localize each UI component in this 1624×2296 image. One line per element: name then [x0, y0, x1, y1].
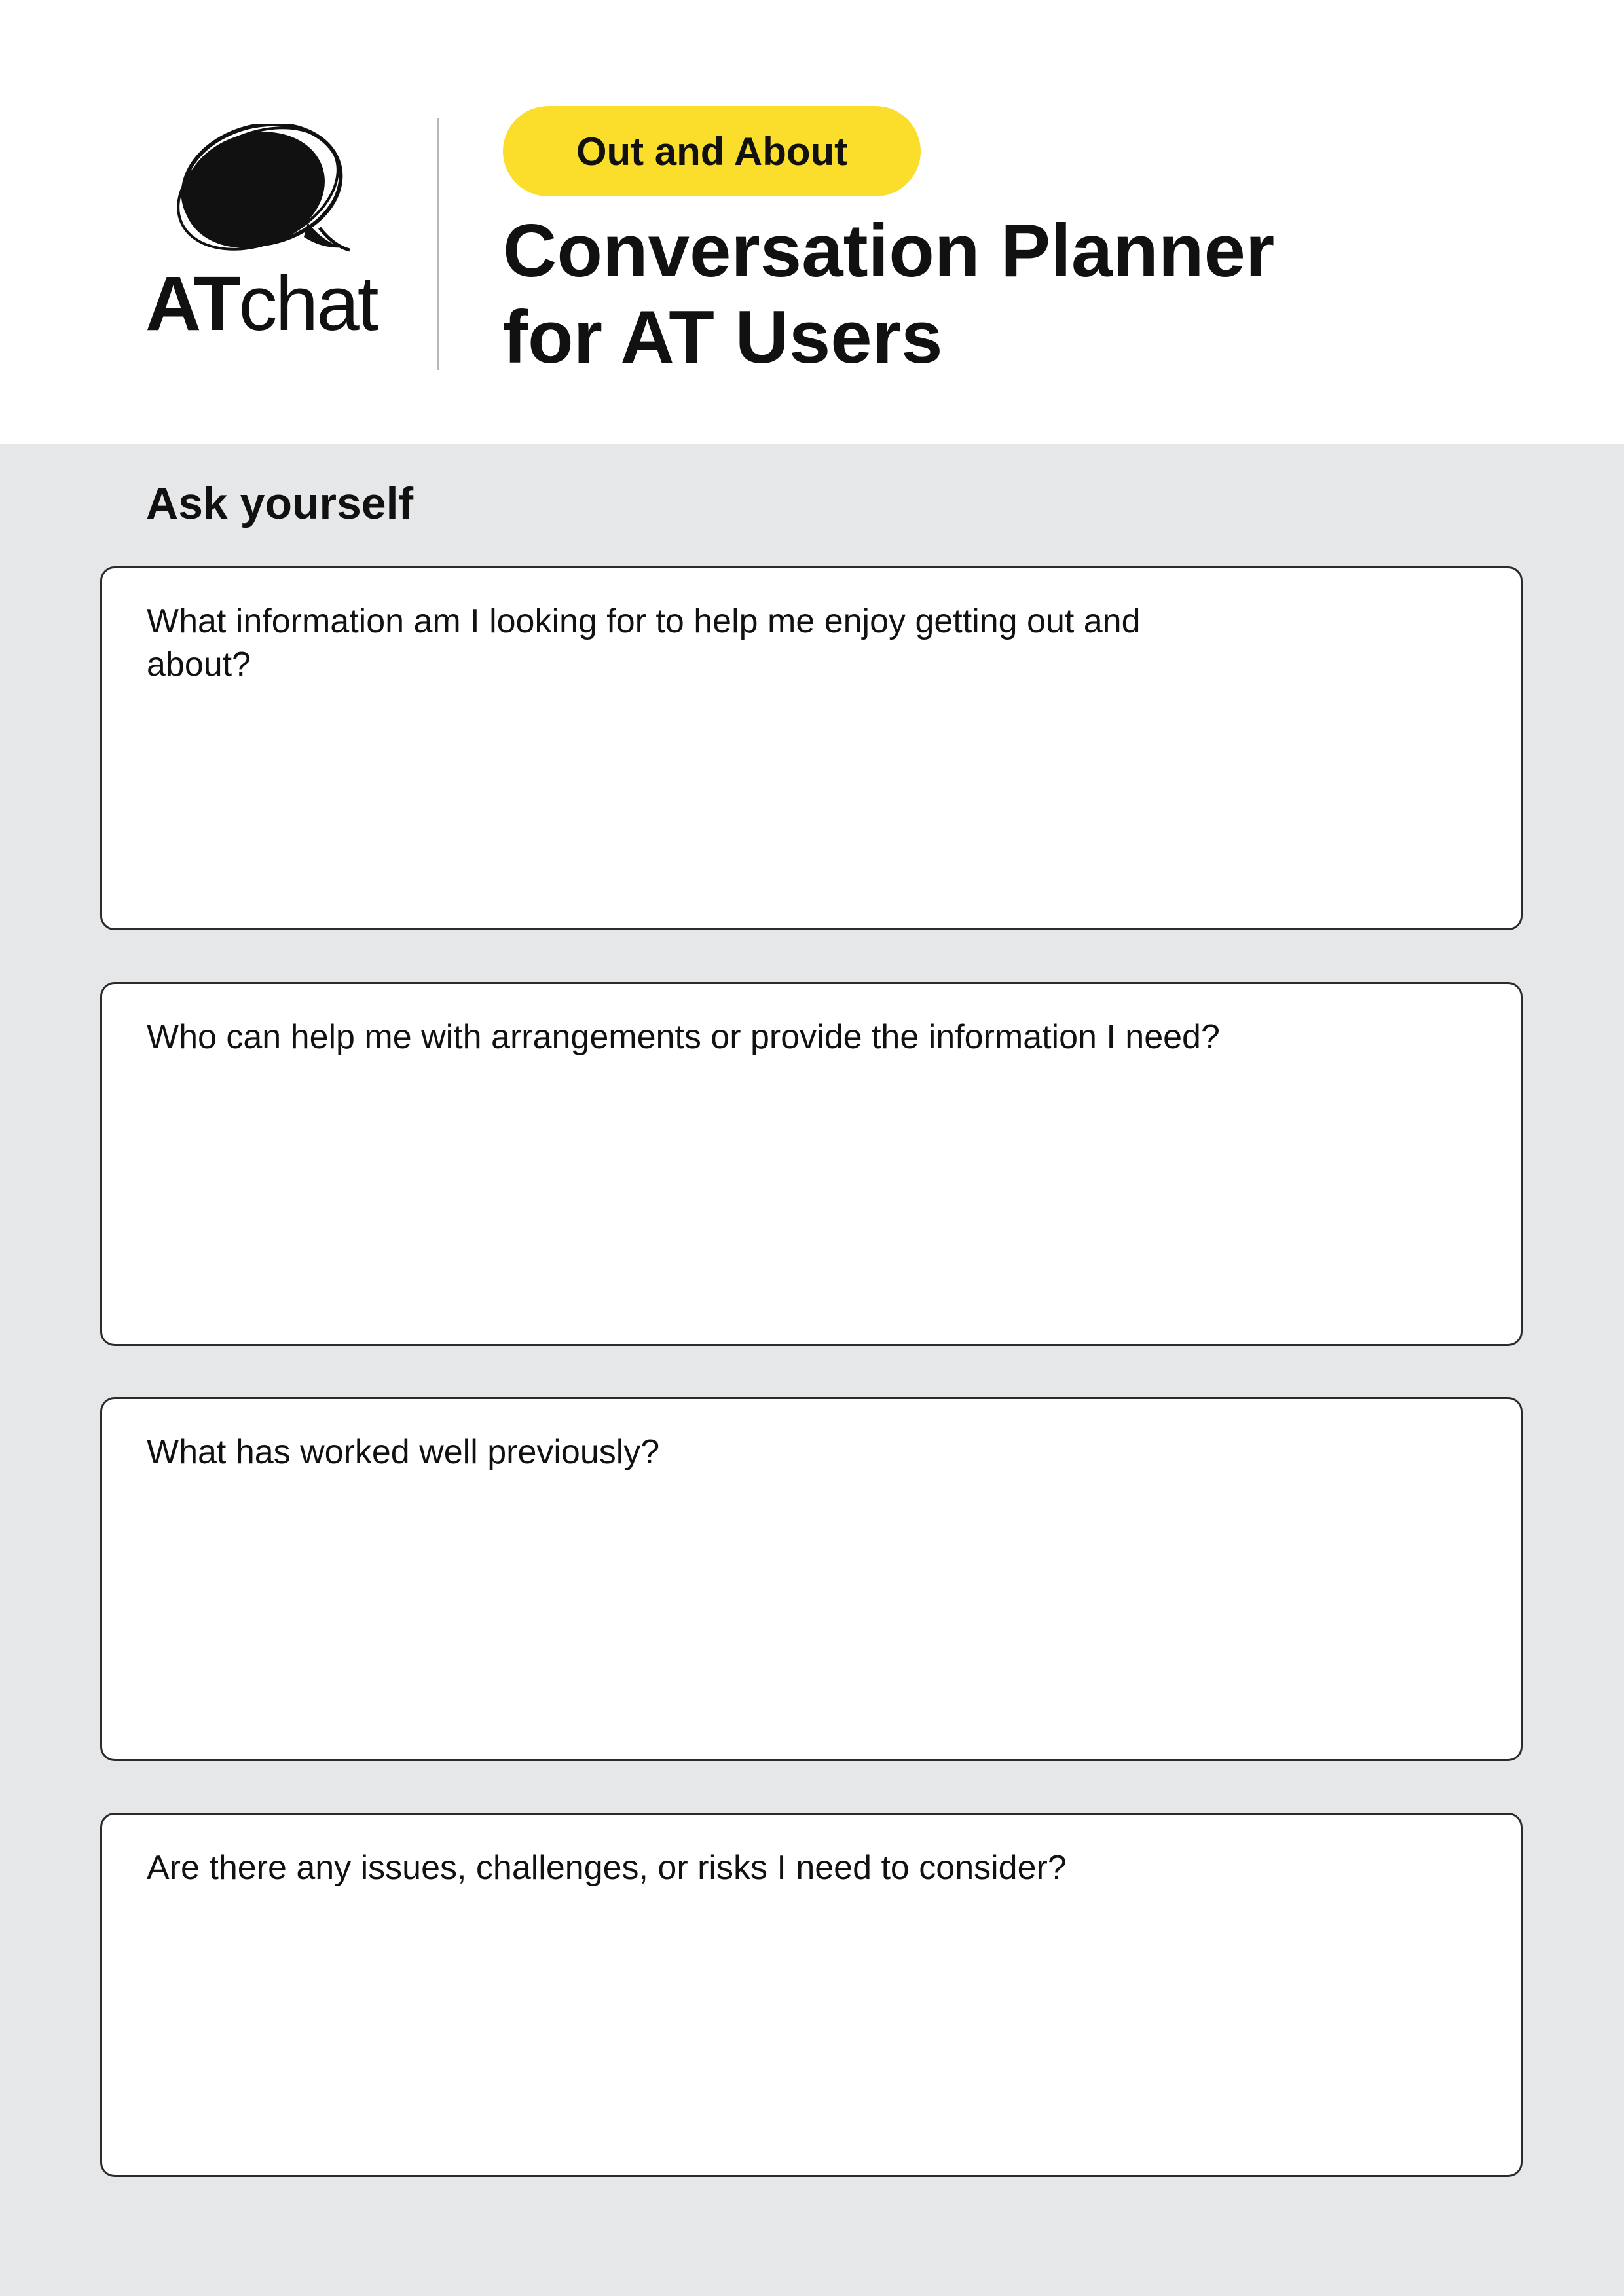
- page-title-line-1: Conversation Planner: [503, 210, 1275, 293]
- question-text: Are there any issues, challenges, or risks I need to consider?: [147, 1849, 1067, 1887]
- header-divider: [437, 118, 439, 370]
- question-box-risks[interactable]: [100, 1813, 1522, 2177]
- page-title-line-2: for AT Users: [503, 296, 943, 379]
- category-tag: Out and About: [503, 106, 921, 196]
- question-text: Who can help me with arrangements or provide the information I need?: [147, 1018, 1220, 1056]
- page-title: [503, 208, 1485, 381]
- question-box-helpers[interactable]: [100, 982, 1522, 1346]
- question-box-information[interactable]: [100, 566, 1522, 930]
- page-header: [0, 0, 1624, 444]
- wordmark-at: AT: [145, 261, 239, 347]
- question-text: What information am I looking for to help me enjoy getting out and about?: [147, 602, 1141, 683]
- speech-bubble-icon: [170, 124, 354, 268]
- atchat-wordmark: [145, 261, 377, 347]
- section-heading: Ask yourself: [146, 479, 414, 528]
- atchat-logo: [145, 124, 377, 347]
- question-text: What has worked well previously?: [147, 1433, 660, 1471]
- wordmark-chat: chat: [238, 261, 377, 347]
- question-box-worked-well[interactable]: [100, 1397, 1522, 1761]
